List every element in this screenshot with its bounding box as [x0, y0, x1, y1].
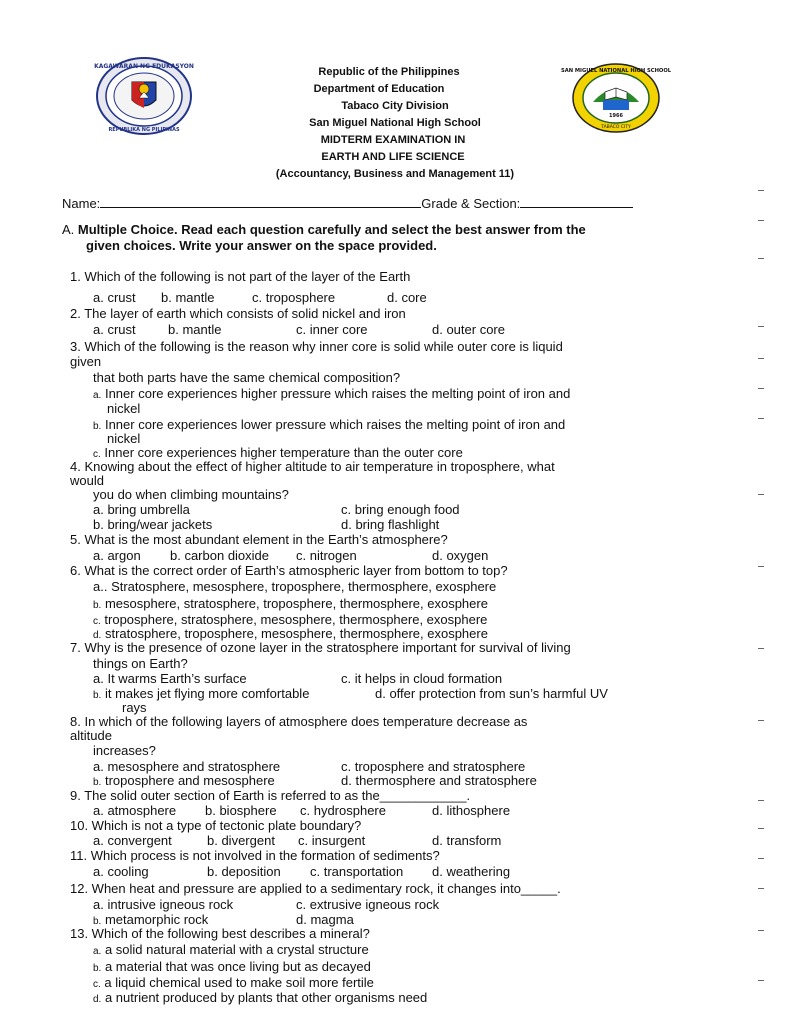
question-4-option-c: c. bring enough food [341, 502, 460, 517]
document-header [0, 64, 790, 183]
instructions-line2: given choices. Write your answer on the space provided. [86, 238, 437, 253]
left-logo-text-top: KAGAWARAN NG EDUKASYON [94, 63, 194, 70]
question-5-option-a: a. argon [93, 548, 141, 563]
question-3-stem: 3. Which of the following is the reason why inner core is solid while outer core is liquid [70, 339, 563, 354]
question-7-stem: 7. Why is the presence of ozone layer in the stratosphere important for survival of living [70, 640, 571, 655]
question-8-option-c: c. troposphere and stratosphere [341, 759, 526, 774]
answer-tick [758, 828, 764, 829]
header-department: Department of Education [313, 83, 445, 95]
question-8-option-b: troposphere and mesosphere [101, 773, 275, 788]
question-2-option-d: d. outer core [432, 322, 505, 337]
question-12-option-c: c. extrusive igneous rock [296, 897, 440, 912]
answer-tick [758, 648, 764, 649]
question-10-option-b: b. divergent [207, 833, 275, 848]
question-7-stem-cont: things on Earth? [93, 656, 188, 671]
question-5-stem: 5. What is the most abundant element in the Earth’s atmosphere? [70, 532, 448, 547]
question-11-option-c: c. transportation [310, 864, 404, 879]
question-7-option-d-wrap: rays [122, 700, 147, 715]
answer-tick [758, 566, 764, 567]
question-11-option-b: b. deposition [207, 864, 281, 879]
answer-tick [758, 358, 764, 359]
question-4-stem: 4. Knowing about the effect of higher altitude to air temperature in troposphere, what [70, 459, 555, 474]
question-1-option-a: a. crust [93, 290, 136, 305]
question-6-option-d: stratosphere, troposphere, mesosphere, thermosphere, exosphere [101, 626, 488, 641]
question-11-stem: 11. Which process is not involved in the formation of sediments? [70, 848, 440, 863]
grade-section-label: Grade & Section: [421, 196, 521, 211]
question-4-stem-cont: you do when climbing mountains? [93, 487, 289, 502]
question-1-stem: 1. Which of the following is not part of the layer of the Earth [70, 269, 411, 284]
question-4-stem-wrap: would [70, 473, 104, 488]
question-6-option-c: troposphere, stratosphere, mesosphere, thermosphere, exosphere [100, 612, 488, 627]
answer-tick [758, 220, 764, 221]
question-8-stem-cont: increases? [93, 743, 156, 758]
instructions-line1: Multiple Choice. Read each question carefully and select the best answer from the [77, 222, 586, 237]
question-3-option-b: Inner core experiences lower pressure which raises the melting point of iron and [104, 417, 566, 432]
question-6-option-c-letter: c. [93, 616, 101, 627]
question-4-option-b: b. bring/wear jackets [93, 517, 213, 532]
question-6-option-b-letter: b. [93, 600, 102, 611]
answer-tick [758, 494, 764, 495]
header-school: San Miguel National High School [309, 117, 481, 129]
question-6-option-a: a.. Stratosphere, mesosphere, troposphere, thermosphere, exosphere [93, 579, 497, 594]
instructions [62, 222, 682, 254]
instructions-prefix: A. [62, 222, 78, 237]
right-logo-text-bottom: TABACO CITY [601, 125, 631, 130]
question-13-stem: 13. Which of the following best describes a mineral? [70, 926, 370, 941]
question-3-option-a-letter: a. [93, 390, 102, 401]
question-9-option-d: d. lithosphere [432, 803, 511, 818]
grade-section-field[interactable] [520, 196, 633, 208]
name-field[interactable] [100, 196, 421, 208]
question-1-option-c: c. troposphere [252, 290, 336, 305]
question-6-option-d-letter: d. [93, 630, 102, 641]
question-4-option-d: d. bring flashlight [341, 517, 440, 532]
question-6-stem: 6. What is the correct order of Earth’s atmospheric layer from bottom to top? [70, 563, 508, 578]
question-11-option-a: a. cooling [93, 864, 149, 879]
answer-tick [758, 326, 764, 327]
question-9-stem: 9. The solid outer section of Earth is referred to as the____________. [70, 788, 471, 803]
header-strand: (Accountancy, Business and Management 11) [275, 168, 515, 180]
question-7-option-b-letter: b. [93, 690, 102, 701]
question-11-option-d: d. weathering [432, 864, 511, 879]
question-6-option-b: mesosphere, stratosphere, troposphere, thermosphere, exosphere [101, 596, 488, 611]
answer-tick [758, 930, 764, 931]
question-13-option-a-letter: a. [93, 946, 102, 957]
question-12-stem: 12. When heat and pressure are applied to a sedimentary rock, it changes into_____. [70, 881, 561, 896]
question-2-stem: 2. The layer of earth which consists of solid nickel and iron [70, 306, 406, 321]
answer-tick [758, 190, 764, 191]
answer-tick [758, 388, 764, 389]
answer-tick [758, 980, 764, 981]
question-7-option-b: it makes jet flying more comfortable [101, 686, 310, 701]
question-7-option-c: c. it helps in cloud formation [341, 671, 503, 686]
question-12-option-b-letter: b. [93, 916, 102, 927]
question-12-option-b: metamorphic rock [101, 912, 209, 927]
question-3-option-c: Inner core experiences higher temperature than the outer core [104, 445, 463, 460]
question-8-option-d: d. thermosphere and stratosphere [341, 773, 537, 788]
question-13-option-c-letter: c. [93, 979, 101, 990]
question-13-option-c: a liquid chemical used to make soil more fertile [100, 975, 374, 990]
name-label: Name: [62, 196, 101, 211]
question-3-stem-cont: that both parts have the same chemical composition? [93, 370, 401, 385]
question-3-option-a-wrap: nickel [107, 401, 141, 416]
question-8-option-a: a. mesosphere and stratosphere [93, 759, 281, 774]
question-9-option-b: b. biosphere [205, 803, 277, 818]
question-10-option-a: a. convergent [93, 833, 172, 848]
question-12-option-a: a. intrusive igneous rock [93, 897, 234, 912]
answer-tick [758, 720, 764, 721]
question-8-option-b-letter: b. [93, 777, 102, 788]
question-3-option-b-wrap: nickel [107, 431, 141, 446]
right-logo-year: 1966 [609, 113, 623, 119]
header-exam-title: MIDTERM EXAMINATION IN [320, 134, 466, 146]
question-2-option-c: c. inner core [296, 322, 368, 337]
question-3-option-c-letter: c. [93, 449, 101, 460]
question-12-option-d: d. magma [296, 912, 354, 927]
question-13-option-b-letter: b. [93, 963, 102, 974]
question-3-option-a: Inner core experiences higher pressure which raises the melting point of iron and [104, 386, 571, 401]
header-republic: Republic of the Philippines [318, 66, 460, 78]
question-5-option-b: b. carbon dioxide [170, 548, 270, 563]
question-3-stem-wrap: given [70, 354, 102, 369]
question-9-option-a: a. atmosphere [93, 803, 177, 818]
question-3-option-b-letter: b. [93, 421, 102, 432]
question-10-option-d: d. transform [432, 833, 502, 848]
question-2-option-a: a. crust [93, 322, 136, 337]
question-13-option-d-letter: d. [93, 994, 102, 1005]
question-8-stem-wrap: altitude [70, 728, 112, 743]
question-1-option-b: b. mantle [161, 290, 215, 305]
answer-tick [758, 418, 764, 419]
question-5-option-d: d. oxygen [432, 548, 489, 563]
student-info-row [62, 196, 633, 211]
question-9-option-c: c. hydrosphere [300, 803, 386, 818]
question-7-option-a: a. It warms Earth’s surface [93, 671, 247, 686]
question-5-option-c: c. nitrogen [296, 548, 357, 563]
question-7-option-d: d. offer protection from sun’s harmful UV [375, 686, 608, 701]
header-subject: EARTH AND LIFE SCIENCE [321, 151, 465, 163]
question-4-option-a: a. bring umbrella [93, 502, 190, 517]
question-8-stem: 8. In which of the following layers of atmosphere does temperature decrease as [70, 714, 528, 729]
left-logo-text-bottom: REPUBLIKA NG PILIPINAS [108, 127, 180, 133]
answer-tick [758, 800, 764, 801]
answer-tick [758, 858, 764, 859]
question-1-option-d: d. core [387, 290, 427, 305]
header-division: Tabaco City Division [341, 100, 449, 112]
question-10-option-c: c. insurgent [298, 833, 366, 848]
question-13-option-a: a solid natural material with a crystal structure [101, 942, 369, 957]
question-13-option-b: a material that was once living but as decayed [101, 959, 371, 974]
answer-tick [758, 888, 764, 889]
right-logo-text-top: SAN MIGUEL NATIONAL HIGH SCHOOL [560, 68, 672, 74]
answer-tick [758, 258, 764, 259]
question-10-stem: 10. Which is not a type of tectonic plate boundary? [70, 818, 362, 833]
question-13-option-d: a nutrient produced by plants that other organisms need [101, 990, 428, 1005]
question-2-option-b: b. mantle [168, 322, 222, 337]
